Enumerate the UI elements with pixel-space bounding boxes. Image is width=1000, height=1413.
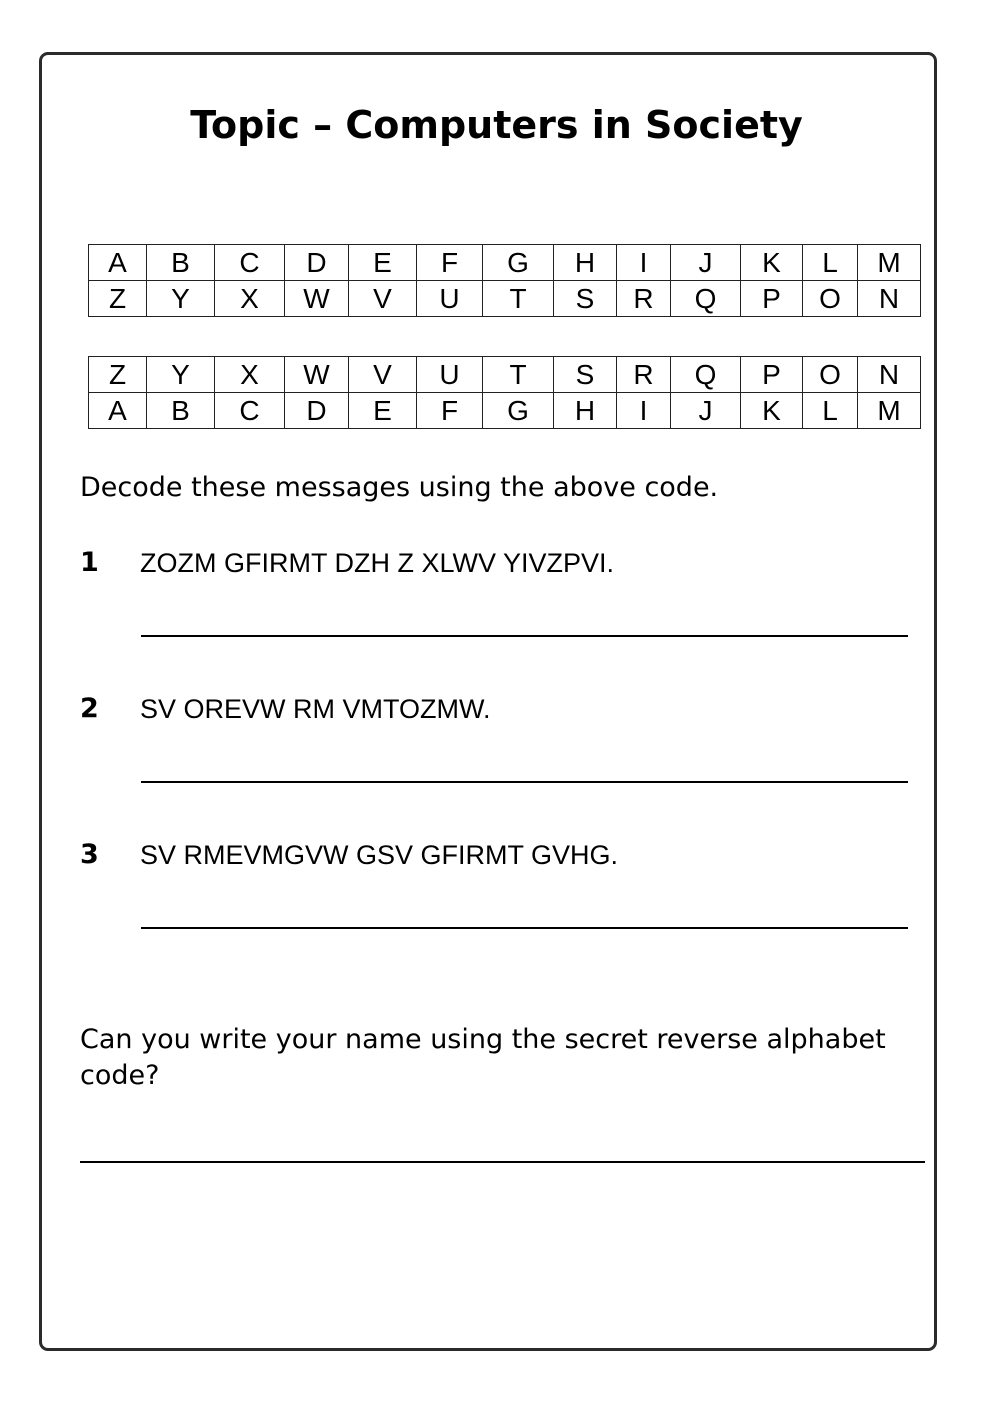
cipher-row-plain [89, 393, 921, 429]
cipher-cell: F [417, 245, 483, 281]
cipher-cell: Z [89, 281, 147, 317]
answer-line[interactable] [141, 635, 908, 637]
page-title: Topic – Computers in Society [190, 103, 803, 147]
cipher-table-reverse [88, 356, 921, 429]
cipher-cell: G [483, 393, 554, 429]
cipher-cell: R [617, 281, 671, 317]
cipher-cell: L [803, 245, 858, 281]
question-2 [80, 691, 920, 801]
cipher-cell: P [741, 357, 803, 393]
cipher-cell: G [483, 245, 554, 281]
cipher-row-coded [89, 281, 921, 317]
cipher-cell: A [89, 245, 147, 281]
cipher-cell: D [285, 393, 349, 429]
cipher-cell: Z [89, 357, 147, 393]
answer-line[interactable] [141, 781, 908, 783]
question-number: 3 [80, 839, 99, 870]
coded-message: SV RMEVMGVW GSV GFIRMT GVHG. [140, 840, 619, 870]
coded-message: ZOZM GFIRMT DZH Z XLWV YIVZPVI. [140, 548, 615, 578]
cipher-cell: J [671, 393, 741, 429]
cipher-cell: D [285, 245, 349, 281]
cipher-cell: S [554, 281, 617, 317]
cipher-cell: V [349, 281, 417, 317]
question-number: 1 [80, 547, 99, 578]
cipher-cell: V [349, 357, 417, 393]
question-3 [80, 837, 920, 947]
cipher-cell: Q [671, 281, 741, 317]
cipher-cell: H [554, 393, 617, 429]
cipher-cell: W [285, 357, 349, 393]
cipher-cell: X [215, 357, 285, 393]
cipher-cell: J [671, 245, 741, 281]
question-number: 2 [80, 693, 99, 724]
cipher-cell: Y [147, 357, 215, 393]
cipher-cell: L [803, 393, 858, 429]
cipher-cell: C [215, 245, 285, 281]
cipher-cell: O [803, 357, 858, 393]
cipher-cell: R [617, 357, 671, 393]
cipher-cell: K [741, 393, 803, 429]
cipher-cell: S [554, 357, 617, 393]
cipher-cell: N [858, 357, 921, 393]
cipher-cell: U [417, 281, 483, 317]
cipher-cell: I [617, 245, 671, 281]
cipher-row-plain [89, 245, 921, 281]
cipher-cell: M [858, 245, 921, 281]
cipher-cell: C [215, 393, 285, 429]
instructions-text: Decode these messages using the above code. [80, 472, 719, 503]
name-answer-line[interactable] [80, 1161, 925, 1163]
cipher-cell: T [483, 357, 554, 393]
cipher-cell: B [147, 245, 215, 281]
question-1 [80, 545, 920, 655]
cipher-cell: A [89, 393, 147, 429]
cipher-cell: T [483, 281, 554, 317]
cipher-cell: Q [671, 357, 741, 393]
cipher-cell: P [741, 281, 803, 317]
cipher-cell: B [147, 393, 215, 429]
cipher-cell: Y [147, 281, 215, 317]
cipher-cell: I [617, 393, 671, 429]
cipher-cell: W [285, 281, 349, 317]
cipher-cell: X [215, 281, 285, 317]
name-prompt: Can you write your name using the secret reverse alphabet code? [80, 1024, 886, 1091]
cipher-cell: E [349, 393, 417, 429]
cipher-cell: H [554, 245, 617, 281]
answer-line[interactable] [141, 927, 908, 929]
cipher-cell: N [858, 281, 921, 317]
cipher-cell: K [741, 245, 803, 281]
cipher-cell: M [858, 393, 921, 429]
cipher-row-coded [89, 357, 921, 393]
cipher-cell: U [417, 357, 483, 393]
cipher-cell: O [803, 281, 858, 317]
coded-message: SV OREVW RM VMTOZMW. [140, 694, 491, 724]
cipher-table-forward [88, 244, 921, 317]
cipher-cell: E [349, 245, 417, 281]
cipher-cell: F [417, 393, 483, 429]
